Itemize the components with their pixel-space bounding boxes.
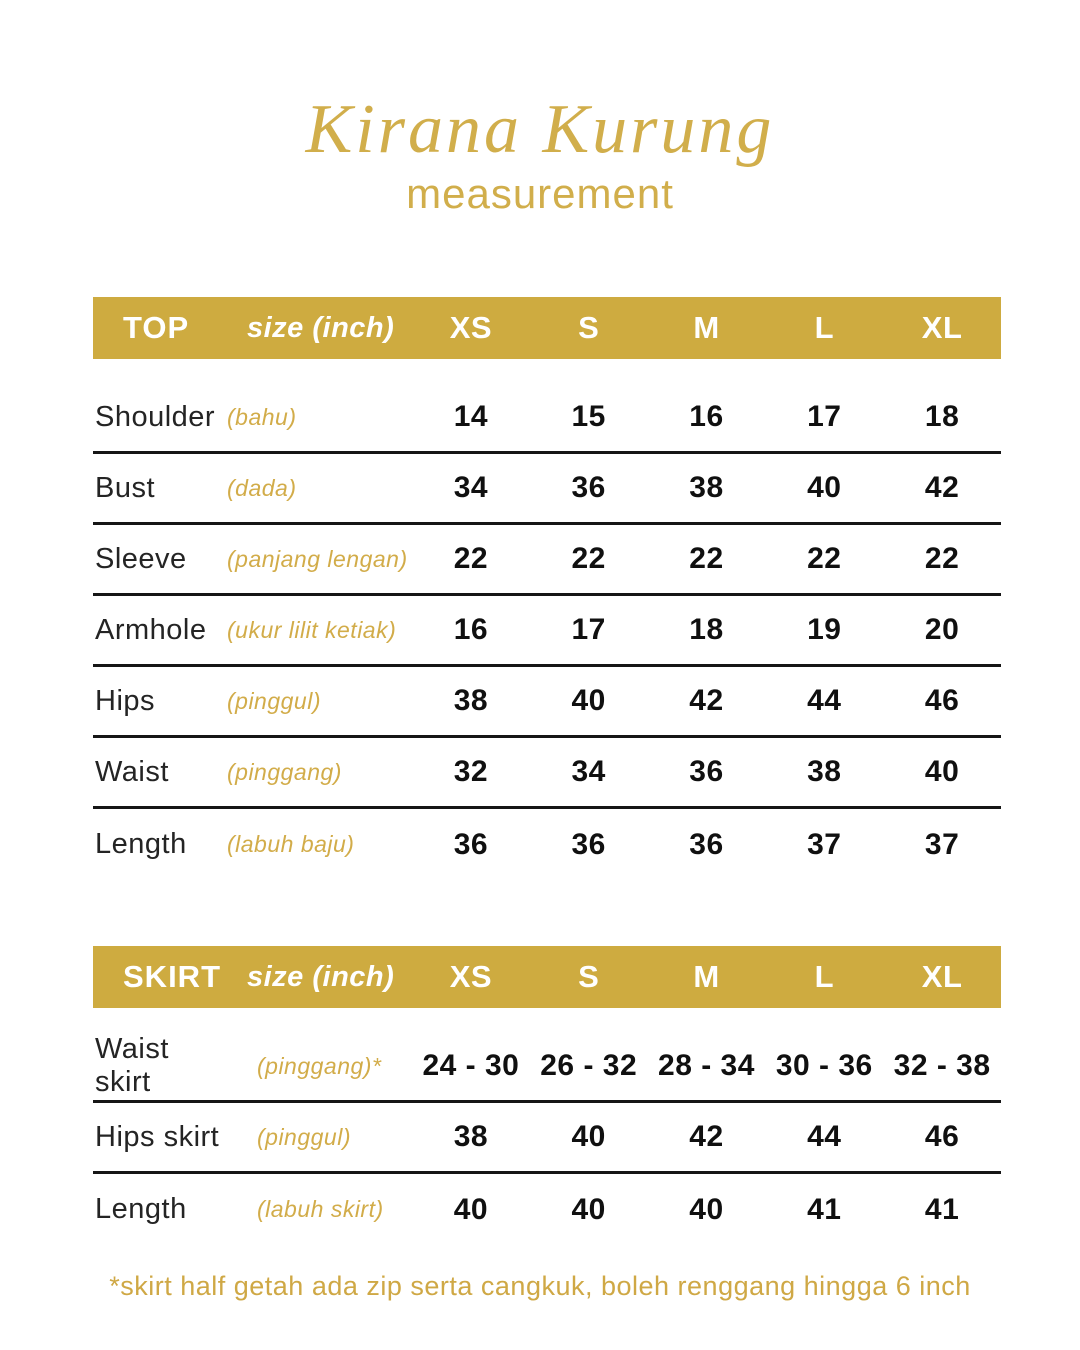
table-row-waist <box>93 738 1001 809</box>
table-row-hips <box>93 667 1001 738</box>
row-translation: (panjang lengan) <box>227 545 408 572</box>
tables-container <box>93 297 1001 1245</box>
size-value-s: 36 <box>571 827 606 861</box>
size-value-m: 36 <box>689 755 724 788</box>
row-translation: (pinggul) <box>257 1123 351 1150</box>
column-header-l: L <box>814 959 834 994</box>
column-header-s: S <box>578 959 600 994</box>
size-value-s: 22 <box>571 542 606 575</box>
table-row-bust <box>93 454 1001 525</box>
table-row-armhole <box>93 596 1001 667</box>
row-translation: (dada) <box>227 474 297 501</box>
size-value-l: 41 <box>807 1192 842 1226</box>
table-row-length-skirt <box>93 1174 1001 1245</box>
size-value-s: 40 <box>571 684 606 717</box>
size-value-xl: 20 <box>924 613 960 646</box>
column-header-xl: XL <box>921 310 963 345</box>
size-value-xs: 36 <box>453 827 489 861</box>
size-value-s: 34 <box>571 755 606 788</box>
size-value-s: 15 <box>571 400 606 433</box>
column-header-xl: XL <box>921 959 963 994</box>
column-header-xs: XS <box>449 959 493 994</box>
size-value-xs: 38 <box>453 684 489 717</box>
row-label: Length <box>95 828 187 860</box>
row-translation: (ukur lilit ketiak) <box>227 616 397 643</box>
size-value-l: 44 <box>807 1120 842 1153</box>
size-value-xl: 46 <box>924 1120 960 1153</box>
size-value-m: 36 <box>689 827 724 861</box>
size-value-xs: 24 - 30 <box>422 1049 520 1082</box>
row-label: Armhole <box>95 613 207 646</box>
size-value-xs: 14 <box>453 400 489 433</box>
size-value-m: 40 <box>689 1192 724 1226</box>
size-value-l: 38 <box>807 755 842 788</box>
skirt-footnote: *skirt half getah ada zip serta cangkuk, boleh renggang hingga 6 inch <box>109 1271 971 1301</box>
size-value-xs: 22 <box>453 542 489 575</box>
size-value-xl: 37 <box>924 827 960 861</box>
row-label: Hips skirt <box>95 1120 220 1153</box>
top-table-header <box>93 297 1001 359</box>
size-value-m: 42 <box>689 1120 724 1153</box>
unit-label: size (inch) <box>247 311 395 344</box>
size-value-xl: 32 - 38 <box>893 1049 991 1082</box>
row-label: Hips <box>95 684 156 717</box>
table-row-hips-skirt <box>93 1103 1001 1174</box>
row-translation: (bahu) <box>227 403 297 430</box>
size-value-l: 19 <box>807 613 842 646</box>
top-size-table <box>93 297 1001 880</box>
size-value-l: 22 <box>807 542 842 575</box>
row-translation: (pinggang) <box>227 758 342 785</box>
size-value-xl: 42 <box>924 471 960 504</box>
row-label: Sleeve <box>95 542 187 575</box>
skirt-table-header <box>93 946 1001 1008</box>
size-value-xs: 16 <box>453 613 489 646</box>
column-header-l: L <box>814 310 834 345</box>
size-value-l: 30 - 36 <box>775 1049 873 1082</box>
size-value-l: 44 <box>807 684 842 717</box>
section-label-skirt: SKIRT <box>123 959 221 994</box>
size-value-xs: 38 <box>453 1120 489 1153</box>
size-value-m: 18 <box>689 613 724 646</box>
table-row-sleeve <box>93 525 1001 596</box>
table-row-length <box>93 809 1001 880</box>
size-value-xl: 41 <box>924 1192 960 1226</box>
size-value-m: 38 <box>689 471 724 504</box>
size-value-s: 40 <box>571 1192 606 1226</box>
size-value-m: 28 - 34 <box>658 1049 755 1082</box>
row-label: Waist skirt <box>95 1033 169 1098</box>
row-label: Length <box>95 1193 187 1225</box>
column-header-s: S <box>578 310 600 345</box>
row-label: Waist <box>95 755 169 788</box>
table-row-shoulder <box>93 359 1001 454</box>
row-translation: (labuh skirt) <box>257 1196 384 1222</box>
row-label: Bust <box>95 471 156 504</box>
size-value-m: 22 <box>689 542 724 575</box>
size-value-xs: 40 <box>453 1192 489 1226</box>
size-value-s: 40 <box>571 1120 606 1153</box>
section-label-top: TOP <box>123 310 190 345</box>
unit-label: size (inch) <box>247 960 395 993</box>
row-translation: (pinggang)* <box>257 1052 382 1079</box>
size-value-s: 26 - 32 <box>540 1049 638 1082</box>
size-value-l: 37 <box>807 827 842 861</box>
table-row-waist-skirt <box>93 1008 1001 1103</box>
row-translation: (pinggul) <box>227 687 321 714</box>
size-value-l: 17 <box>807 400 842 433</box>
size-value-s: 17 <box>571 613 606 646</box>
skirt-size-table <box>93 946 1001 1245</box>
size-value-xl: 46 <box>924 684 960 717</box>
page-subtitle: measurement <box>406 170 674 217</box>
size-value-m: 42 <box>689 684 724 717</box>
size-value-xs: 34 <box>453 471 489 504</box>
column-header-m: M <box>693 310 720 345</box>
size-value-m: 16 <box>689 400 724 433</box>
row-label: Shoulder <box>95 400 216 433</box>
size-value-xl: 22 <box>924 542 960 575</box>
row-translation: (labuh baju) <box>227 831 355 857</box>
size-value-xl: 40 <box>924 755 960 788</box>
size-value-xs: 32 <box>453 755 489 788</box>
size-value-xl: 18 <box>924 400 960 433</box>
size-value-s: 36 <box>571 471 606 504</box>
column-header-xs: XS <box>449 310 493 345</box>
brand-title: Kirana Kurung <box>305 91 775 168</box>
size-value-l: 40 <box>807 471 842 504</box>
column-header-m: M <box>693 959 720 994</box>
